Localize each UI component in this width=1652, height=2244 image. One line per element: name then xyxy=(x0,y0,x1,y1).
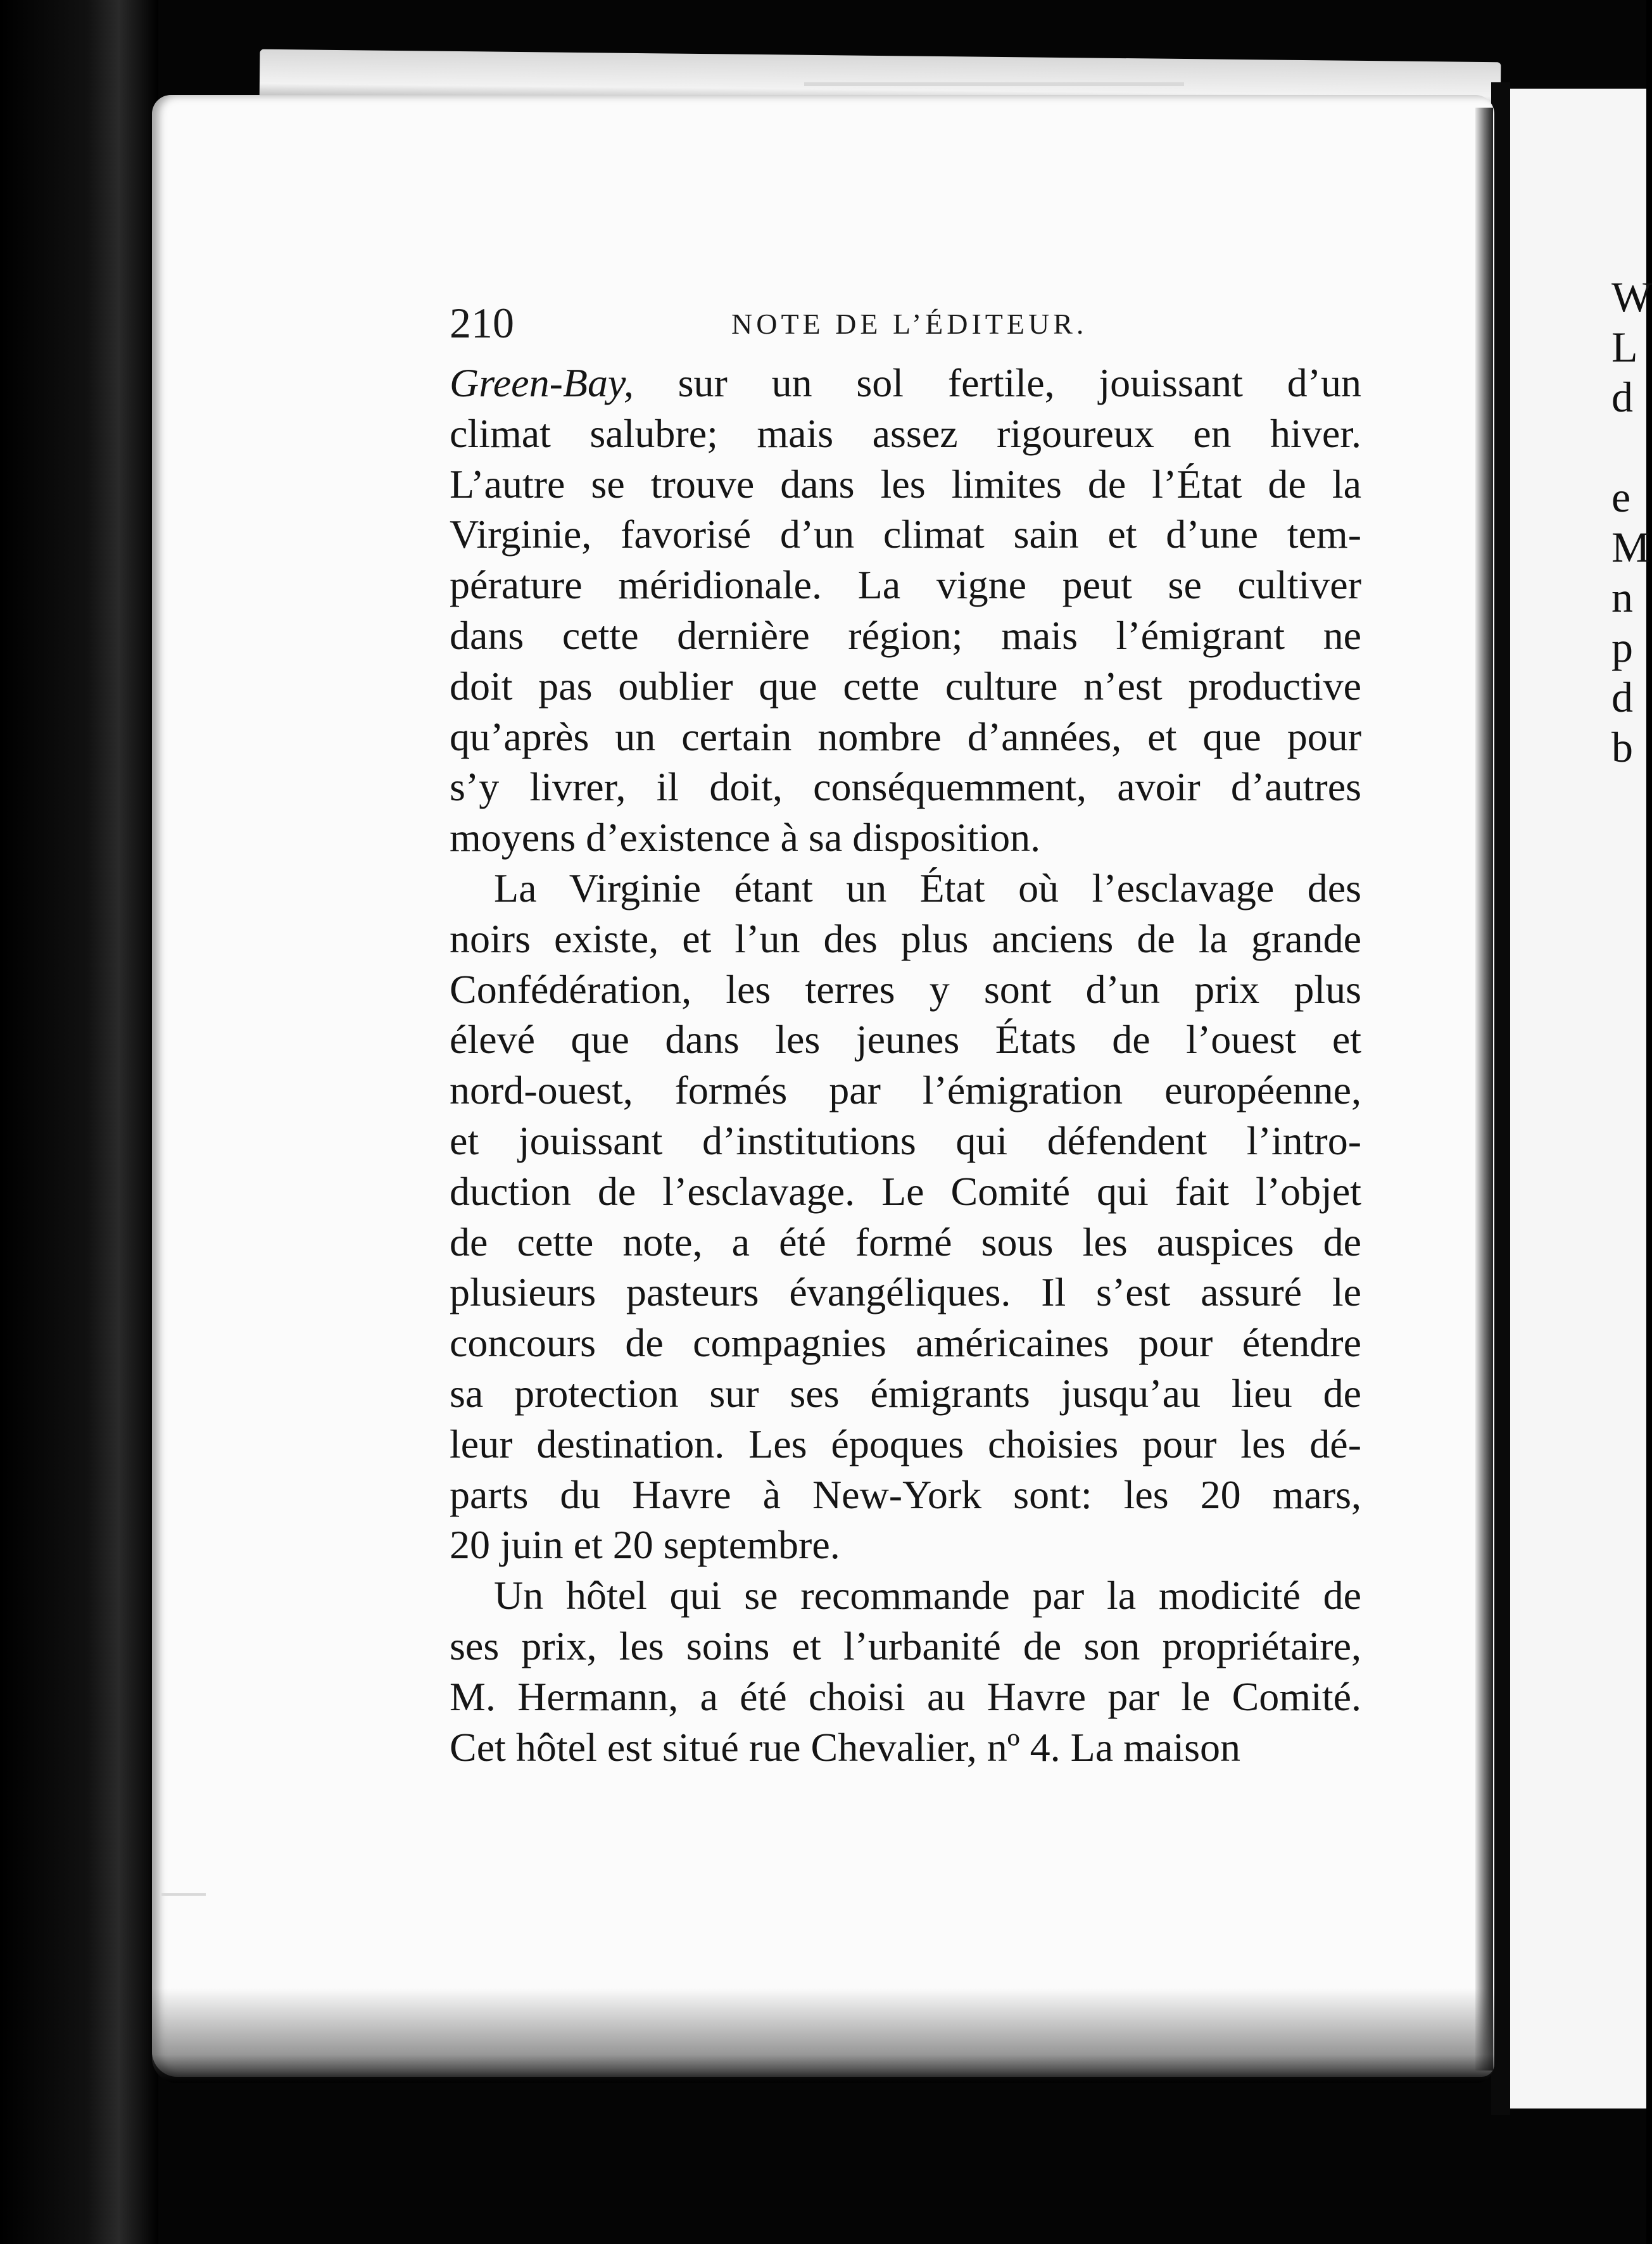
text-line: leur destination. Les époques choisies pour les dé- xyxy=(450,1421,1361,1466)
text-line: s’y livrer, il doit, conséquemment, avoir d’autres xyxy=(450,764,1361,810)
text-line: plusieurs pasteurs évangéliques. Il s’est assuré le xyxy=(450,1270,1361,1315)
text-line: L’autre se trouve dans les limites de l’État de la xyxy=(450,461,1361,507)
book-spine-shadow xyxy=(0,0,158,2244)
text-line: élevé que dans les jeunes États de l’ouest et xyxy=(450,1017,1361,1062)
text-line: moyens d’existence à sa disposition. xyxy=(450,815,1041,860)
text-line: dans cette dernière région; mais l’émigrant ne xyxy=(450,612,1361,658)
text-line: nord-ouest, formés par l’émigration européenne, xyxy=(450,1068,1361,1113)
scan-artifact xyxy=(804,82,1184,86)
text-line: climat salubre; mais assez rigoureux en hiver. xyxy=(450,410,1361,456)
text-line: 20 juin et 20 septembre. xyxy=(450,1522,840,1568)
text-line: duction de l’esclavage. Le Comité qui fait l’objet xyxy=(450,1168,1361,1214)
running-head: NOTE DE L’ÉDITEUR. xyxy=(731,308,1088,340)
text-line: doit pas oublier que cette culture n’est productive xyxy=(450,663,1361,709)
text-line: qu’après un certain nombre d’années, et que pour xyxy=(450,714,1361,759)
text-line: noirs existe, et l’un des plus anciens de la grande xyxy=(450,916,1361,961)
text-line: Confédération, les terres y sont d’un prix plus xyxy=(450,966,1361,1012)
page-header xyxy=(450,298,1361,348)
page-bottom-shadow xyxy=(152,1988,1494,2083)
page-number: 210 xyxy=(450,299,514,347)
text-line: pérature méridionale. La vigne peut se cultiver xyxy=(450,562,1361,608)
page-body-text xyxy=(450,358,1361,1772)
text-line: concours de compagnies américaines pour étendre xyxy=(450,1320,1361,1366)
text-line: sa protection sur ses émigrants jusqu’au lieu de xyxy=(450,1370,1361,1416)
text-line: ses prix, les soins et l’urbanité de son propriétaire, xyxy=(450,1623,1361,1668)
text-line: parts du Havre à New-York sont: les 20 mars, xyxy=(450,1472,1361,1517)
scan-artifact xyxy=(161,1893,206,1896)
facing-page-text-fragment: W L d e M n p d b xyxy=(1611,273,1652,771)
text-line: de cette note, a été formé sous les auspices de xyxy=(450,1219,1361,1264)
italic-place-name: Green-Bay, xyxy=(450,360,634,405)
text-line: Cet hôtel est situé rue Chevalier, nº 4. La maison xyxy=(450,1724,1240,1770)
text-line: et jouissant d’institutions qui défendent l’intro- xyxy=(450,1118,1361,1163)
text-line: M. Hermann, a été choisi au Havre par le Comité. xyxy=(450,1674,1361,1719)
text-line: La Virginie étant un État où l’esclavage des xyxy=(494,865,1361,911)
page-right-edge-shadow xyxy=(1475,108,1493,2071)
text-line: Green-Bay, sur un sol fertile, jouissant d’un xyxy=(450,360,1361,405)
text-line: Virginie, favorisé d’un climat sain et d’une tem- xyxy=(450,512,1361,557)
text-line: Un hôtel qui se recommande par la modicité de xyxy=(494,1573,1361,1618)
